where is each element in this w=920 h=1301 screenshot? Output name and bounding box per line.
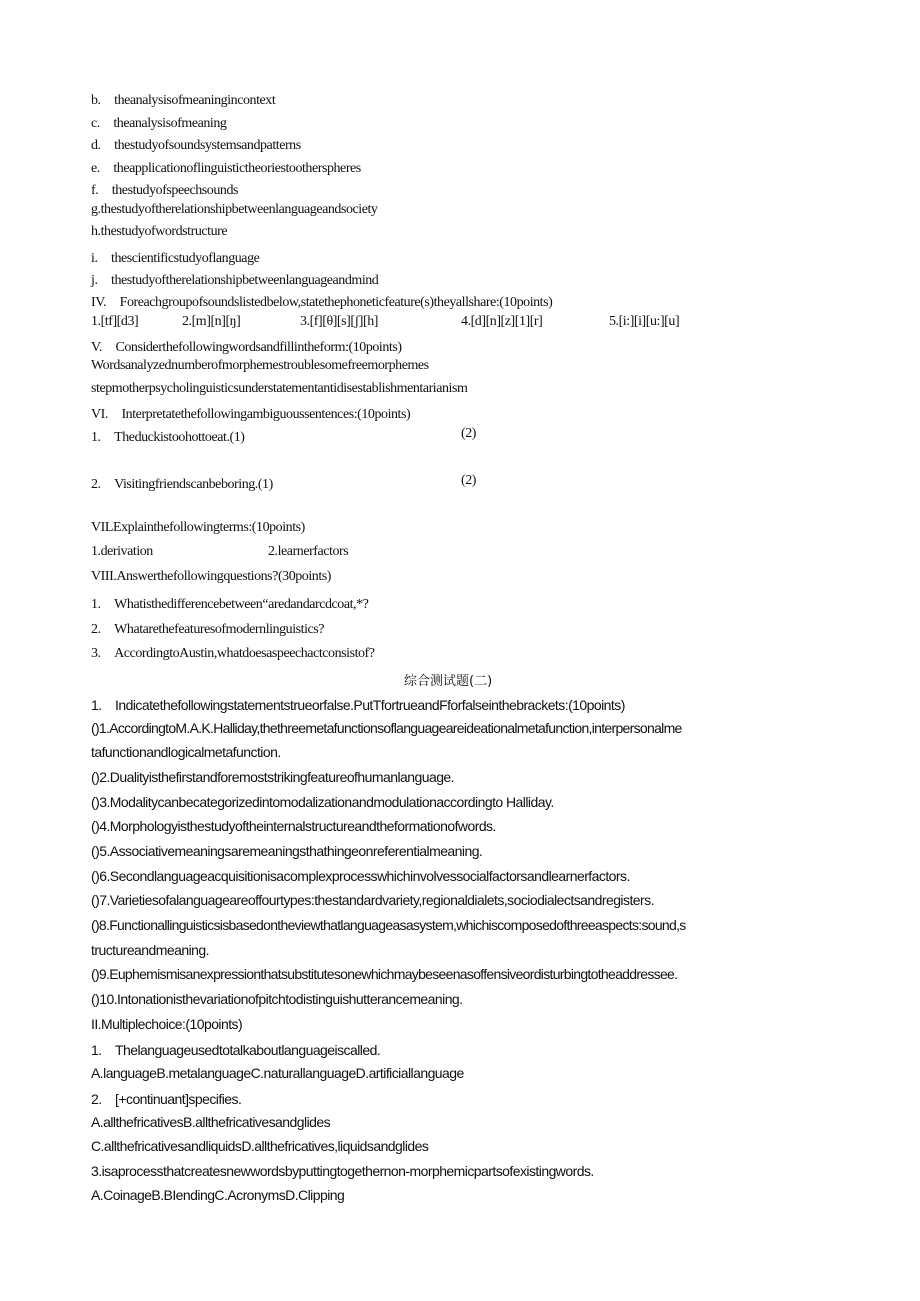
section-iv-heading: IV. Foreachgroupofsoundslistedbelow,statethephoneticfeature(s)theyallshare:(10points) — [91, 295, 553, 310]
option-h: h.thestudyofwordstructure — [91, 224, 228, 239]
statement-9: ()9.Euphemismisanexpressionthatsubstitutesonewhichmaybeseenasoffensiveordisturbingtotheaddressee. — [91, 966, 678, 982]
statement-10: ()10.Intonationisthevariationofpitchtodistinguishutterancemeaning. — [91, 991, 463, 1007]
mc-options-2b: C.allthefricativesandliquidsD.allthefricatives,liquidsandglides — [91, 1138, 429, 1154]
statement-5: ()5.Associativemeaningsaremeaningsthathingeonreferentialmeaning. — [91, 843, 483, 859]
question-2: 2. Whatarethefeaturesofmodernlinguistics? — [91, 622, 325, 637]
question-3: 3. AccordingtoAustin,whatdoesaspeechactconsistof? — [91, 646, 375, 661]
sound-group-4: 4.[d][n][z][1][r] — [461, 314, 543, 329]
statement-1-line-1: ()1.AccordingtoM.A.K.Halliday,thethreemetafunctionsoflanguageareideationalmetafunction,interpersonalme — [91, 720, 682, 736]
test-title: 综合测试题(二) — [404, 674, 493, 689]
section-viii-heading: VIII.Answerthefollowingquestions?(30points) — [91, 569, 331, 584]
option-e: e. theapplicationoflinguistictheoriestootherspheres — [91, 161, 361, 176]
statement-2: ()2.Dualityisthefirstandforemoststrikingfeatureofhumanlanguage. — [91, 769, 455, 785]
option-c: c. theanalysisofmeaning — [91, 116, 227, 131]
mc-options-3: A.CoinageB.BIendingC.AcronymsD.Clipping — [91, 1187, 345, 1203]
table-columns-line: Wordsanalyzednumberofmorphemestroublesomefreemorphemes — [91, 358, 429, 373]
option-g: g.thestudyoftherelationshipbetweenlanguageandsociety — [91, 202, 378, 217]
sound-group-5: 5.[i:][i][u:][u] — [609, 314, 680, 329]
statement-4: ()4.Morphologyisthestudyoftheinternalstructureandtheformationofwords. — [91, 818, 496, 834]
section-v-heading: V. Considerthefollowingwordsandfillintheform:(10points) — [91, 340, 402, 355]
option-j: j. thestudyoftherelationshipbetweenlanguageandmind — [91, 273, 379, 288]
option-d: d. thestudyofsoundsystemsandpatterns — [91, 138, 301, 153]
option-i: i. thescientificstudyoflanguage — [91, 251, 260, 266]
statement-8-line-2: tructureandmeaning. — [91, 942, 209, 958]
table-words-line: stepmotherpsycholinguisticsunderstatementantidisestablishmentarianism — [91, 381, 468, 396]
statement-8-line-1: ()8.Functionallinguisticsisbasedontheviewthatlanguageasasystem,whichiscomposedofthreeaspects:sound,s — [91, 917, 686, 933]
section-1-heading: 1. Indicatethefollowingstatementstrueorfalse.PutTfortrueandFforfalseinthebrackets:(10points) — [91, 697, 625, 713]
mc-options-1: A.languageB.metalanguageC.naturallanguageD.artificiallanguage — [91, 1065, 464, 1081]
sound-group-3: 3.[f][θ][s][ʃ][h] — [300, 314, 378, 329]
term-derivation: 1.derivation — [91, 544, 153, 559]
section-2-heading: II.Multiplechoice:(10points) — [91, 1016, 243, 1032]
option-b: b. theanalysisofmeaningincontext — [91, 93, 276, 108]
statement-7: ()7.Varietiesofalanguageareoffourtypes:thestandardvariety,regionaldialets,sociodialectsandregisters. — [91, 892, 654, 908]
mc-question-2: 2. [+continuant]specifies. — [91, 1091, 242, 1107]
statement-6: ()6.Secondlanguageacquisitionisacomplexprocesswhichinvolvessocialfactorsandlearnerfactors. — [91, 868, 630, 884]
ambiguous-sentence-1-second: (2) — [461, 426, 476, 441]
section-vi-heading: VI. Interpretatethefollowingambiguoussentences:(10points) — [91, 407, 411, 422]
statement-1-line-2: tafunctionandlogicalmetafunction. — [91, 744, 281, 760]
mc-question-1: 1. Thelanguageusedtotalkaboutlanguageiscalled. — [91, 1042, 381, 1058]
statement-3: ()3.Modalitycanbecategorizedintomodalizationandmodulationaccordingto Halliday. — [91, 794, 554, 810]
question-1: 1. Whatisthedifferencebetween“aredandarcdcoat,*? — [91, 597, 369, 612]
term-learner-factors: 2.learnerfactors — [268, 544, 349, 559]
ambiguous-sentence-2: 2. Visitingfriendscanbeboring.(1) — [91, 477, 273, 492]
sound-group-1: 1.[tf][d3] — [91, 314, 139, 329]
section-vii-heading: VILExplainthefollowingterms:(10points) — [91, 520, 305, 535]
sound-group-2: 2.[m][n][ŋ] — [182, 314, 241, 329]
mc-options-2a: A.allthefricativesB.allthefricativesandglides — [91, 1114, 331, 1130]
mc-question-3: 3.isaprocessthatcreatesnewwordsbyputtingtogethernon-morphemicpartsofexistingwords. — [91, 1163, 594, 1179]
ambiguous-sentence-1: 1. Theduckistoohottoeat.(1) — [91, 430, 245, 445]
option-f: f. thestudyofspeechsounds — [91, 183, 239, 198]
ambiguous-sentence-2-second: (2) — [461, 473, 476, 488]
